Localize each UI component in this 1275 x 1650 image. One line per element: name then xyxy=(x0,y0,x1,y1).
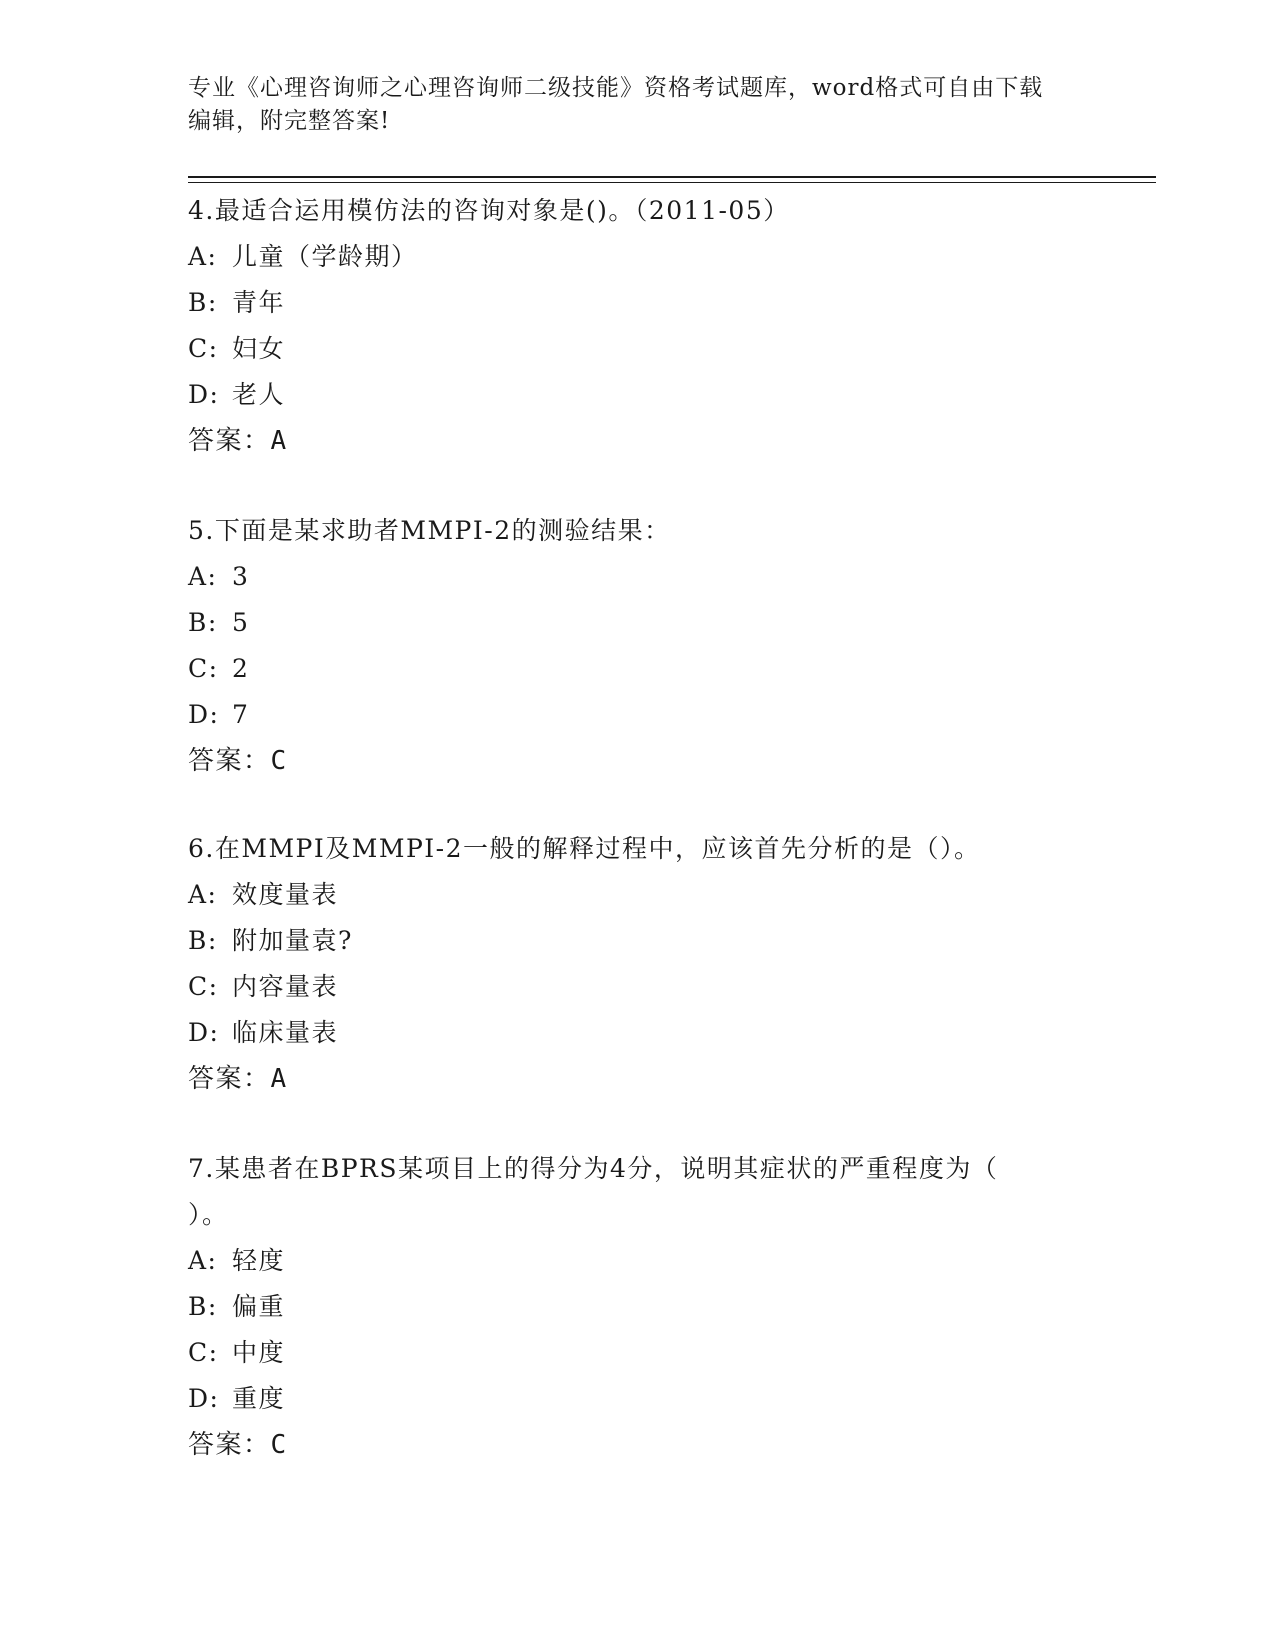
answer-line xyxy=(188,738,1108,784)
question-block xyxy=(188,188,1108,464)
option-c xyxy=(188,646,1108,692)
option-b xyxy=(188,600,1108,646)
answer-value: A xyxy=(270,426,288,456)
answer-value: C xyxy=(270,746,288,776)
option-text: 2 xyxy=(232,654,250,683)
option-letter: C: xyxy=(188,972,219,1001)
option-d xyxy=(188,1010,1108,1056)
option-c xyxy=(188,964,1108,1010)
option-text: 妇女 xyxy=(232,334,286,363)
option-text: 重度 xyxy=(232,1384,286,1413)
option-d xyxy=(188,692,1108,738)
option-b xyxy=(188,280,1108,326)
question-block xyxy=(188,508,1108,784)
answer-line xyxy=(188,1056,1108,1102)
option-d xyxy=(188,372,1108,418)
question-stem: 7.某患者在BPRS某项目上的得分为4分，说明其症状的严重程度为（ xyxy=(188,1154,999,1183)
option-text: 附加量袁? xyxy=(232,926,353,955)
answer-value: A xyxy=(270,1064,288,1094)
option-letter: C: xyxy=(188,334,219,363)
option-letter: C: xyxy=(188,654,219,683)
answer-label: 答案： xyxy=(188,1064,271,1094)
option-a xyxy=(188,554,1108,600)
question-stem: 4.最适合运用模仿法的咨询对象是()。（2011-05） xyxy=(188,196,790,225)
option-text: 5 xyxy=(232,608,250,637)
option-letter: D: xyxy=(188,1018,220,1047)
answer-label: 答案： xyxy=(188,426,271,456)
answer-label: 答案： xyxy=(188,1430,271,1460)
question-block xyxy=(188,826,1108,1102)
document-header xyxy=(188,72,1068,138)
option-b xyxy=(188,1284,1108,1330)
option-letter: A: xyxy=(188,242,218,271)
option-text: 效度量表 xyxy=(232,880,339,909)
option-text: 青年 xyxy=(232,288,286,317)
option-text: 3 xyxy=(232,562,250,591)
question-stem-continuation: ）。 xyxy=(188,1200,229,1229)
option-letter: A: xyxy=(188,1246,218,1275)
header-divider-thick xyxy=(188,176,1156,178)
question-stem: 5.下面是某求助者MMPI-2的测验结果： xyxy=(188,516,671,545)
option-letter: B: xyxy=(188,926,218,955)
option-letter: C: xyxy=(188,1338,219,1367)
option-text: 临床量表 xyxy=(232,1018,339,1047)
option-c xyxy=(188,1330,1108,1376)
option-letter: A: xyxy=(188,880,218,909)
option-text: 偏重 xyxy=(232,1292,286,1321)
option-letter: B: xyxy=(188,608,218,637)
option-letter: D: xyxy=(188,1384,220,1413)
option-text: 儿童（学龄期） xyxy=(232,242,418,271)
answer-line xyxy=(188,418,1108,464)
answer-line xyxy=(188,1422,1108,1468)
answer-value: C xyxy=(270,1430,288,1460)
option-text: 老人 xyxy=(232,380,286,409)
option-letter: D: xyxy=(188,700,220,729)
option-letter: A: xyxy=(188,562,218,591)
option-d xyxy=(188,1376,1108,1422)
option-letter: B: xyxy=(188,288,218,317)
option-letter: B: xyxy=(188,1292,218,1321)
option-b xyxy=(188,918,1108,964)
question-block xyxy=(188,1146,1108,1468)
option-text: 内容量表 xyxy=(232,972,339,1001)
option-c xyxy=(188,326,1108,372)
header-line-2: 编辑，附完整答案! xyxy=(188,108,391,134)
question-stem: 6.在MMPI及MMPI-2一般的解释过程中，应该首先分析的是（）。 xyxy=(188,834,981,863)
answer-label: 答案： xyxy=(188,746,271,776)
option-a xyxy=(188,872,1108,918)
header-line-1: 专业《心理咨询师之心理咨询师二级技能》资格考试题库，word格式可自由下载 xyxy=(188,75,1044,101)
header-divider-thin xyxy=(188,182,1156,183)
option-a xyxy=(188,234,1108,280)
option-text: 7 xyxy=(232,700,250,729)
option-letter: D: xyxy=(188,380,220,409)
option-text: 中度 xyxy=(232,1338,286,1367)
option-text: 轻度 xyxy=(232,1246,286,1275)
option-a xyxy=(188,1238,1108,1284)
